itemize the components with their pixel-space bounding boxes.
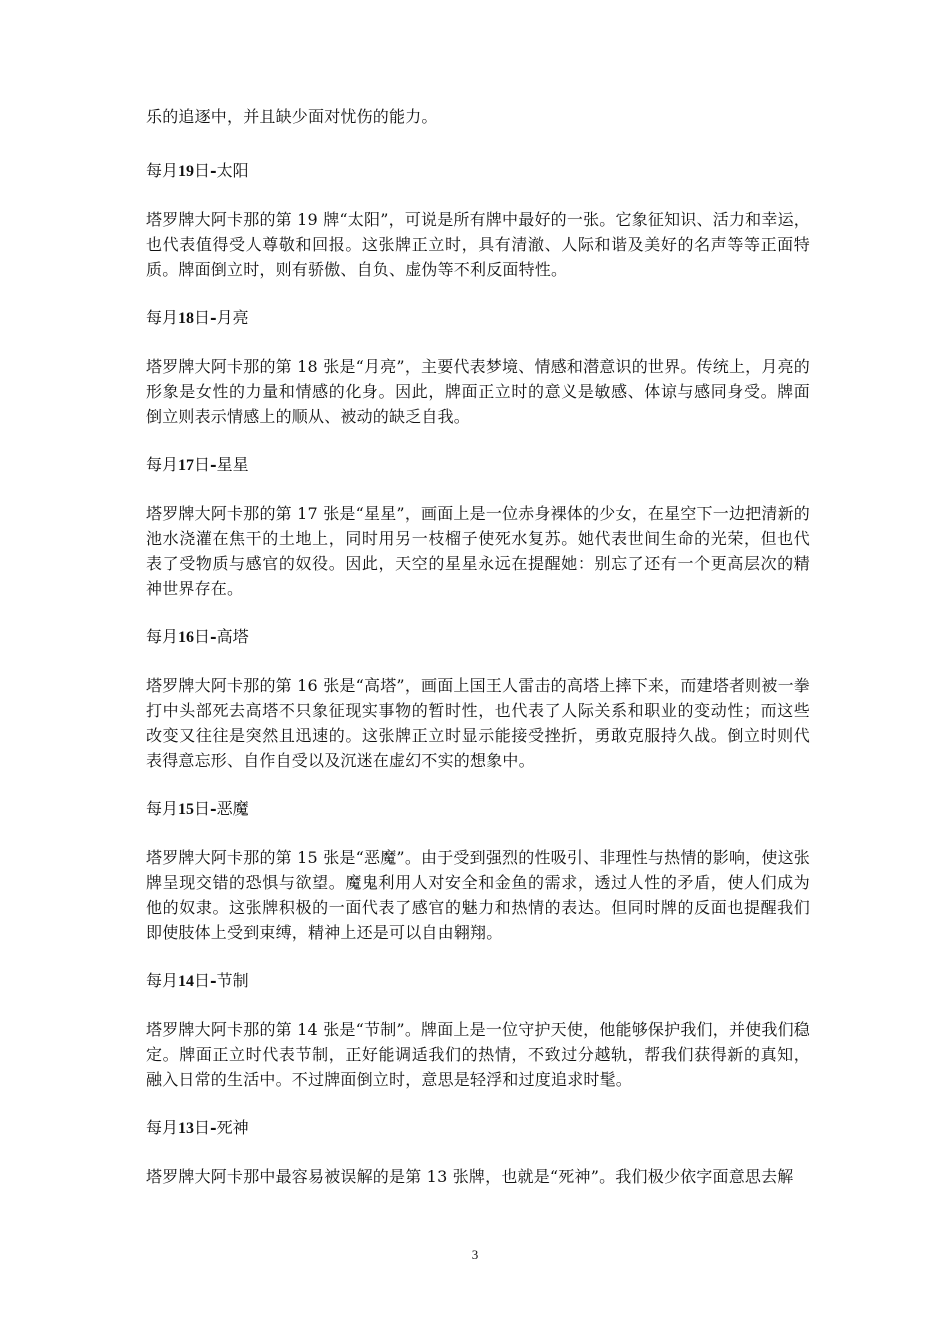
heading-prefix: 每月 [146, 455, 179, 474]
section-heading [146, 968, 810, 994]
heading-dash: - [210, 799, 217, 818]
section-body: 塔罗牌大阿卡那的第 19 牌“太阳”，可说是所有牌中最好的一张。它象征知识、活力和幸运，也代表值得受人尊敬和回报。这张牌正立时，具有清澈、人际和谐及美好的名声等等正面特质。牌面倒立时，则有骄傲、自负、虚伪等不利反面特性。 [146, 210, 810, 279]
heading-title: 死神 [216, 1118, 249, 1137]
heading-suffix: 日 [194, 308, 211, 327]
heading-title: 太阳 [216, 161, 249, 180]
section-heading [146, 158, 810, 184]
heading-prefix: 每月 [146, 971, 179, 990]
heading-suffix: 日 [194, 455, 211, 474]
section-body: 塔罗牌大阿卡那的第 14 张是“节制”。牌面上是一位守护天使，他能够保护我们，并使我们稳定。牌面正立时代表节制，正好能调适我们的热情，不致过分越轨，帮我们获得新的真知，融入日常的生活中。不过牌面倒立时，意思是轻浮和过度追求时髦。 [146, 1020, 810, 1089]
heading-prefix: 每月 [146, 308, 179, 327]
heading-prefix: 每月 [146, 627, 179, 646]
heading-title: 星星 [216, 455, 249, 474]
heading-day-number: 19 [178, 163, 195, 180]
section-body: 塔罗牌大阿卡那中最容易被误解的是第 13 张牌，也就是“死神”。我们极少依字面意思去解 [146, 1167, 794, 1186]
section-body: 塔罗牌大阿卡那的第 18 张是“月亮”，主要代表梦境、情感和潜意识的世界。传统上，月亮的形象是女性的力量和情感的化身。因此，牌面正立时的意义是敏感、体谅与感同身受。牌面倒立则表示情感上的顺从、被动的缺乏自我。 [146, 357, 810, 426]
heading-dash: - [210, 627, 217, 646]
section-heading [146, 624, 810, 650]
heading-dash: - [210, 1118, 217, 1137]
page-number: 3 [471, 1247, 479, 1262]
section-body: 塔罗牌大阿卡那的第 17 张是“星星”，画面上是一位赤身裸体的少女，在星空下一边把清新的池水浇灌在焦干的土地上，同时用另一枝榴子使死水复苏。她代表世间生命的光荣，但也代表了受物质与感官的奴役。因此，天空的星星永远在提醒她：别忘了还有一个更高层次的精神世界存在。 [146, 504, 810, 598]
heading-prefix: 每月 [146, 1118, 179, 1137]
section-body: 塔罗牌大阿卡那的第 16 张是“高塔”，画面上国王人雷击的高塔上摔下来，而建塔者则被一拳打中头部死去高塔不只象征现实事物的暂时性，也代表了人际关系和职业的变动性；而这些改变又往往是突然且迅速的。这张牌正立时显示能接受挫折，勇敢克服持久战。倒立时则代表得意忘形、自作自受以及沉迷在虚幻不实的想象中。 [146, 676, 810, 770]
heading-day-number: 17 [178, 457, 195, 474]
heading-prefix: 每月 [146, 161, 179, 180]
intro-paragraph: 乐的追逐中，并且缺少面对忧伤的能力。 [146, 107, 438, 126]
heading-prefix: 每月 [146, 799, 179, 818]
heading-suffix: 日 [194, 971, 211, 990]
section-heading [146, 452, 810, 478]
heading-day-number: 14 [178, 973, 195, 990]
heading-dash: - [210, 161, 217, 180]
document-page [146, 104, 810, 1189]
section-body: 塔罗牌大阿卡那的第 15 张是“恶魔”。由于受到强烈的性吸引、非理性与热情的影响，使这张牌呈现交错的恐惧与欲望。魔鬼利用人对安全和金鱼的需求，透过人性的矛盾，使人们成为他的奴隶。这张牌积极的一面代表了感官的魅力和热情的表达。但同时牌的反面也提醒我们即使肢体上受到束缚，精神上还是可以自由翱翔。 [146, 848, 810, 942]
heading-title: 高塔 [216, 627, 249, 646]
heading-suffix: 日 [194, 799, 211, 818]
heading-title: 月亮 [216, 308, 249, 327]
heading-suffix: 日 [194, 1118, 211, 1137]
heading-day-number: 16 [178, 629, 195, 646]
heading-title: 恶魔 [216, 799, 249, 818]
heading-dash: - [210, 308, 217, 327]
heading-suffix: 日 [194, 627, 211, 646]
heading-dash: - [210, 455, 217, 474]
section-heading [146, 1115, 810, 1141]
heading-dash: - [210, 971, 217, 990]
heading-suffix: 日 [194, 161, 211, 180]
heading-day-number: 15 [178, 801, 195, 818]
section-heading [146, 305, 810, 331]
section-heading [146, 796, 810, 822]
heading-day-number: 18 [178, 310, 195, 327]
heading-day-number: 13 [178, 1120, 195, 1137]
heading-title: 节制 [216, 971, 249, 990]
